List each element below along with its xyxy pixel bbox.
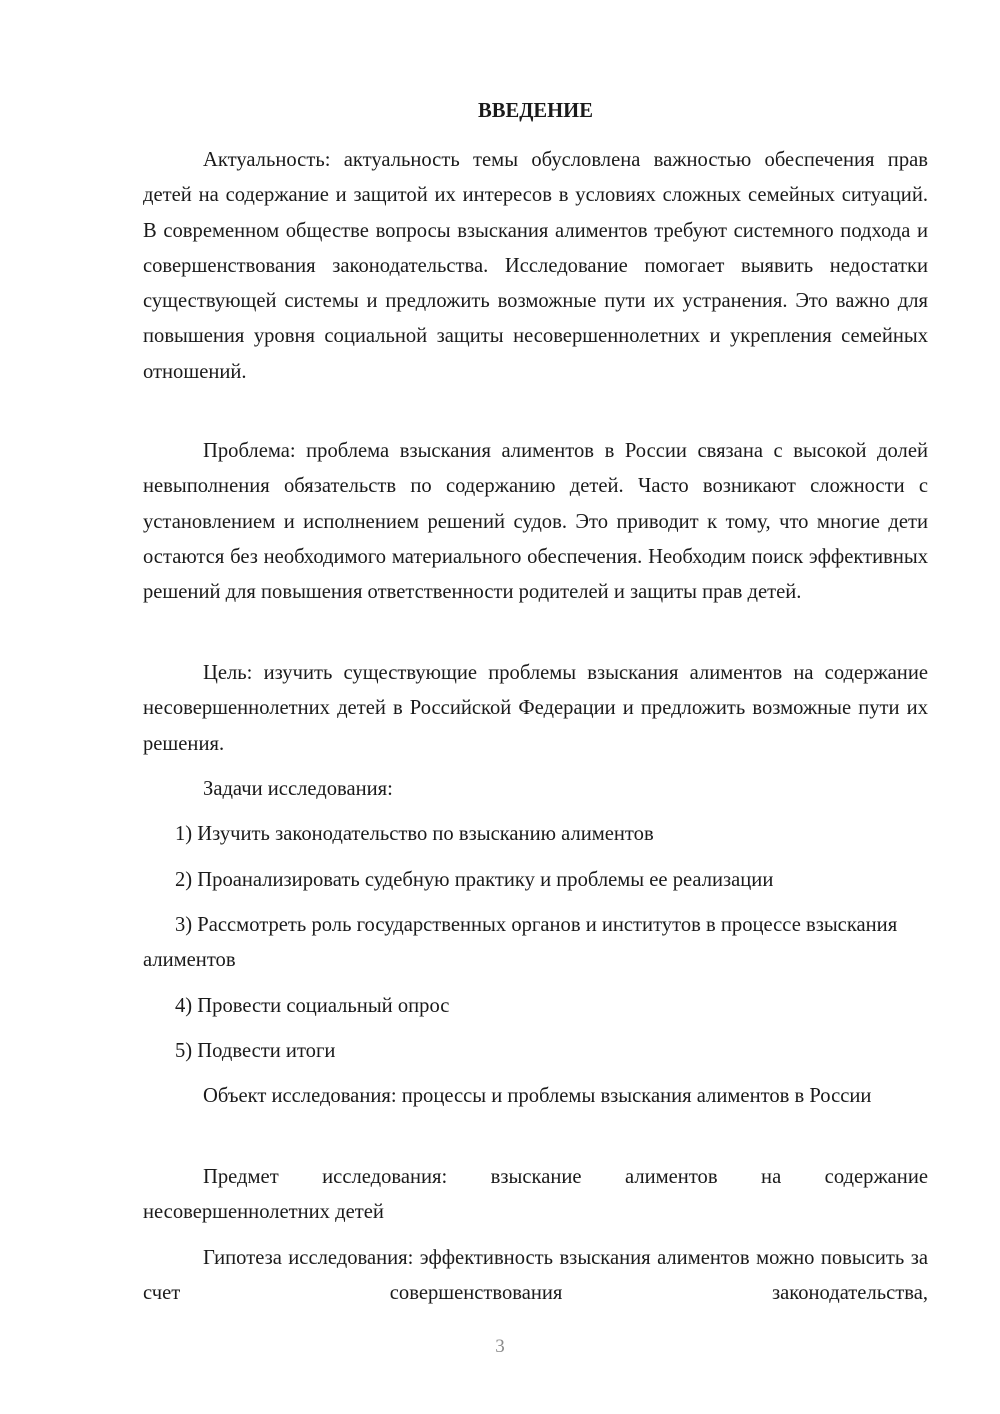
task-item: 1) Изучить законодательство по взысканию алиментов bbox=[175, 823, 654, 845]
task-item: 2) Проанализировать судебную практику и проблемы ее реализации bbox=[175, 869, 774, 891]
task-item: 5) Подвести итоги bbox=[175, 1040, 336, 1062]
paragraph-subject: Предмет исследования: взыскание алиментов на содержание несовершеннолетних детей bbox=[143, 1166, 928, 1224]
page-number: 3 bbox=[495, 1336, 505, 1357]
task-item: 4) Провести социальный опрос bbox=[175, 995, 450, 1017]
task-item: 3) Рассмотреть роль государственных органов и институтов в процессе взыскания алиментов bbox=[143, 914, 898, 972]
paragraph-hypothesis: Гипотеза исследования: эффективность взыскания алиментов можно повысить за счет совершенствования законодательства, bbox=[143, 1247, 928, 1305]
paragraph-problem: Проблема: проблема взыскания алиментов в России связана с высокой долей невыполнения обязательств по содержанию детей. Часто возникают сложности с установлением и исполнением решений судов. Это приводит к тому, что многие дети остаются без необходимого материального обеспечения. Необходим поиск эффективных решений для повышения ответственности родителей и защиты прав детей. bbox=[143, 440, 928, 604]
page-title: ВВЕДЕНИЕ bbox=[478, 100, 593, 122]
paragraph-relevance: Актуальность: актуальность темы обусловлена важностью обеспечения прав детей на содержание и защитой их интересов в условиях сложных семейных ситуаций. В современном обществе вопросы взыскания алиментов требуют системного подхода и совершенствования законодательства. Исследование помогает выявить недостатки существующей системы и предложить возможные пути их устранения. Это важно для повышения уровня социальной защиты несовершеннолетних и укрепления семейных отношений. bbox=[143, 149, 928, 383]
tasks-heading: Задачи исследования: bbox=[203, 778, 393, 800]
paragraph-object: Объект исследования: процессы и проблемы взыскания алиментов в России bbox=[203, 1085, 872, 1107]
paragraph-goal: Цель: изучить существующие проблемы взыскания алиментов на содержание несовершеннолетних детей в Российской Федерации и предложить возможные пути их решения. bbox=[143, 662, 928, 755]
